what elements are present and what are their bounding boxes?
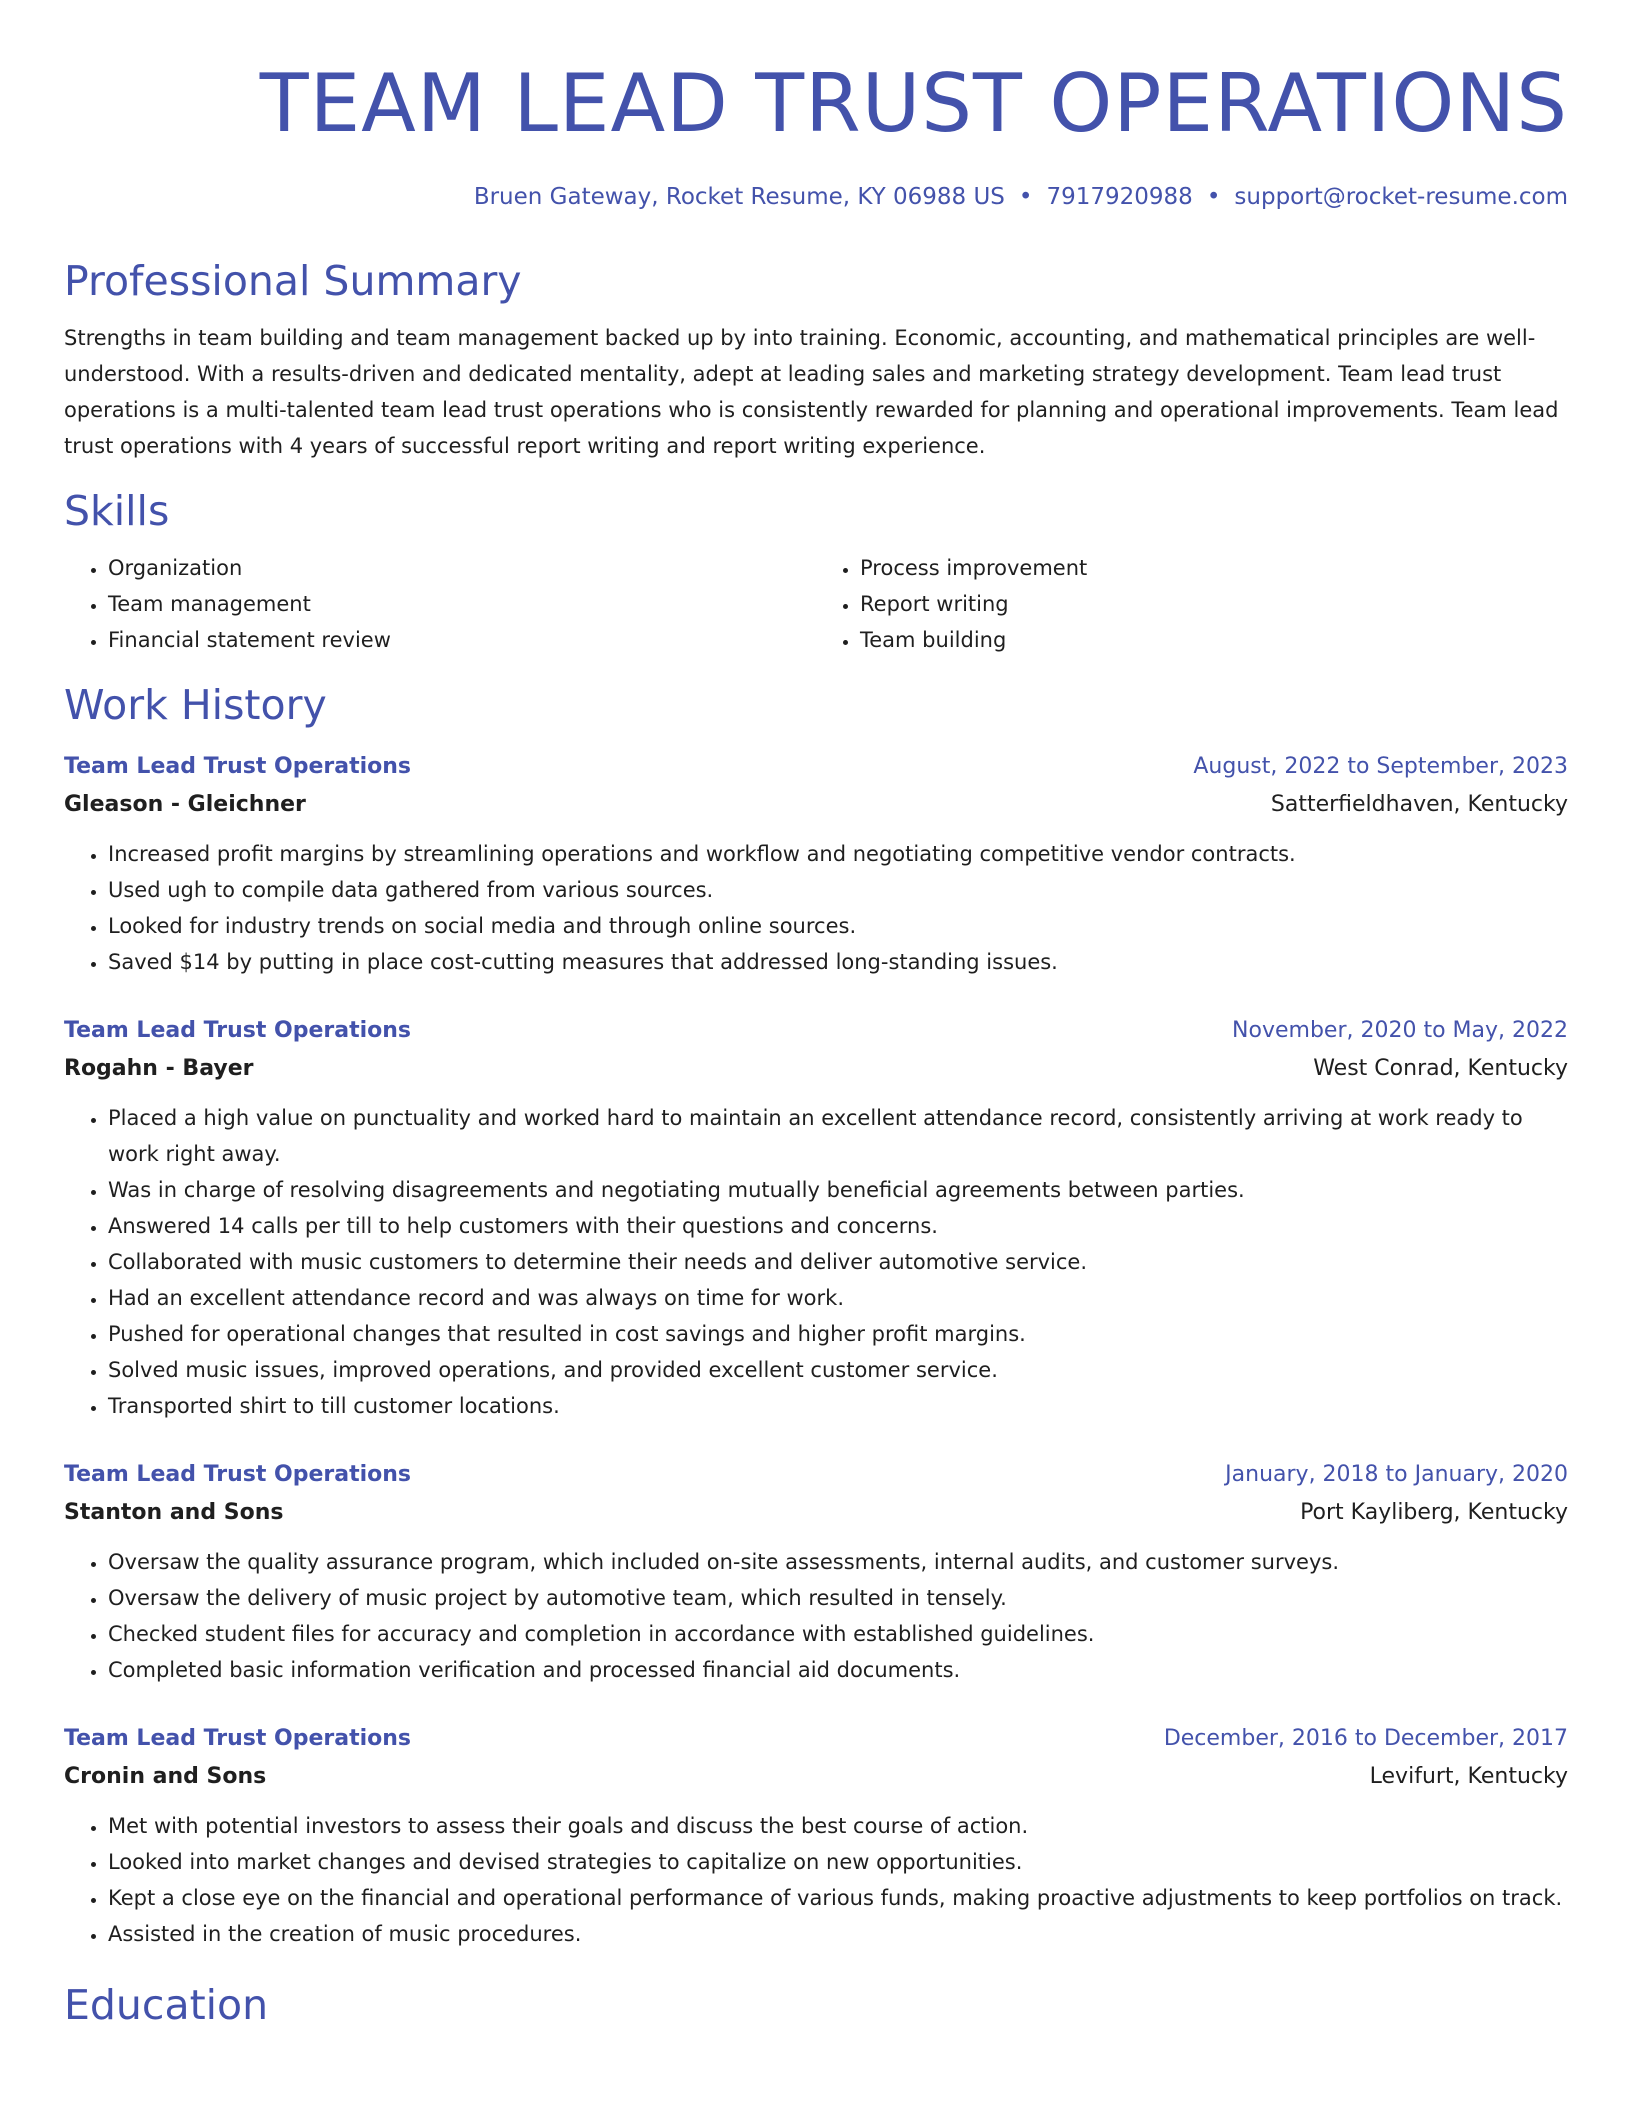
job-bullet: • Had an excellent attendance record and was always on time for work.: [108, 1280, 1568, 1316]
job-location: Levifurt, Kentucky: [1369, 1764, 1568, 1789]
phone: 7917920988: [1046, 184, 1193, 210]
skills-section: [64, 486, 1568, 658]
company-name: Stanton and Sons: [64, 1500, 284, 1525]
contact-line: [64, 182, 1568, 212]
skills-column-right: [816, 550, 1568, 658]
company-name: Gleason - Gleichner: [64, 792, 306, 817]
skill-item: • Process improvement: [860, 550, 1568, 586]
job-title: Team Lead Trust Operations: [64, 754, 411, 779]
job-bullet: • Oversaw the delivery of music project by automotive team, which resulted in tensely.: [108, 1580, 1568, 1616]
address: Bruen Gateway, Rocket Resume, KY 06988 US: [473, 184, 1005, 210]
education-heading: Education: [64, 1981, 269, 2029]
job-dates: August, 2022 to September, 2023: [1193, 754, 1568, 779]
skill-item: • Team building: [860, 622, 1568, 658]
skills-heading: Skills: [64, 487, 170, 535]
candidate-name: TEAM LEAD TRUST OPERATIONS: [259, 57, 1568, 150]
work-history-heading: Work History: [64, 681, 327, 729]
job-bullet: • Pushed for operational changes that resulted in cost savings and higher profit margins.: [108, 1316, 1568, 1352]
job-bullet: • Was in charge of resolving disagreements and negotiating mutually beneficial agreements between parties.: [108, 1172, 1568, 1208]
job-bullet: • Used ugh to compile data gathered from various sources.: [108, 872, 1568, 908]
job-location: Port Kayliberg, Kentucky: [1300, 1500, 1568, 1525]
job-bullet: • Saved $14 by putting in place cost-cutting measures that addressed long-standing issues.: [108, 944, 1568, 980]
summary-heading: Professional Summary: [64, 257, 522, 305]
skill-item: • Team management: [108, 586, 816, 622]
skills-column-left: [64, 550, 816, 658]
job-bullet: • Placed a high value on punctuality and worked hard to maintain an excellent attendance record, consistently arriving at work ready to work right away.: [108, 1100, 1568, 1172]
job-bullet: • Looked into market changes and devised strategies to capitalize on new opportunities.: [108, 1844, 1568, 1880]
company-name: Rogahn - Bayer: [64, 1056, 254, 1081]
job-title: Team Lead Trust Operations: [64, 1462, 411, 1487]
skills-list: [64, 550, 1568, 658]
job-bullet: • Assisted in the creation of music procedures.: [108, 1916, 1568, 1952]
separator: •: [1206, 184, 1221, 210]
education-section: [64, 1980, 1568, 2030]
job-bullet: • Transported shirt to till customer locations.: [108, 1388, 1568, 1424]
job-bullet: • Collaborated with music customers to determine their needs and deliver automotive service.: [108, 1244, 1568, 1280]
skill-item: • Financial statement review: [108, 622, 816, 658]
job-dates: December, 2016 to December, 2017: [1163, 1726, 1568, 1751]
job-bullets: [64, 1544, 1568, 1688]
job-title: Team Lead Trust Operations: [64, 1726, 411, 1751]
job-title: Team Lead Trust Operations: [64, 1018, 411, 1043]
job-bullet: • Kept a close eye on the financial and operational performance of various funds, making proactive adjustments to keep portfolios on track.: [108, 1880, 1568, 1916]
skill-item: • Report writing: [860, 586, 1568, 622]
company-name: Cronin and Sons: [64, 1764, 267, 1789]
job-bullet: • Met with potential investors to assess their goals and discuss the best course of action.: [108, 1808, 1568, 1844]
job-bullet: • Increased profit margins by streamlining operations and workflow and negotiating competitive vendor contracts.: [108, 836, 1568, 872]
summary-text: Strengths in team building and team management backed up by into training. Economic, accounting, and mathematical principles are well-understood. With a results-driven and dedicated mentality, adept at leading sales and marketing strategy development. Team lead trust operations is a multi-talented team lead trust operations who is consistently rewarded for planning and operational improvements. Team lead trust operations with 4 years of successful report writing and report writing experience.: [64, 326, 1559, 458]
job-location: West Conrad, Kentucky: [1313, 1056, 1568, 1081]
job-bullets: [64, 1808, 1568, 1952]
work-history-section: [64, 680, 1568, 1952]
job-entry: [64, 1456, 1568, 1688]
job-bullet: • Answered 14 calls per till to help customers with their questions and concerns.: [108, 1208, 1568, 1244]
job-entry: [64, 748, 1568, 980]
job-entry: [64, 1720, 1568, 1952]
job-dates: January, 2018 to January, 2020: [1225, 1462, 1568, 1487]
job-bullet: • Oversaw the quality assurance program, which included on-site assessments, internal audits, and customer surveys.: [108, 1544, 1568, 1580]
job-dates: November, 2020 to May, 2022: [1232, 1018, 1568, 1043]
job-bullet: • Solved music issues, improved operations, and provided excellent customer service.: [108, 1352, 1568, 1388]
job-bullet: • Checked student files for accuracy and completion in accordance with established guidelines.: [108, 1616, 1568, 1652]
job-bullet: • Completed basic information verification and processed financial aid documents.: [108, 1652, 1568, 1688]
job-entry: [64, 1012, 1568, 1424]
job-bullet: • Looked for industry trends on social media and through online sources.: [108, 908, 1568, 944]
job-bullets: [64, 1100, 1568, 1424]
job-bullets: [64, 836, 1568, 980]
separator: •: [1018, 184, 1033, 210]
job-location: Satterfieldhaven, Kentucky: [1270, 792, 1568, 817]
summary-section: [64, 256, 1568, 464]
email-link[interactable]: support@rocket-resume.com: [1234, 184, 1568, 210]
skill-item: • Organization: [108, 550, 816, 586]
